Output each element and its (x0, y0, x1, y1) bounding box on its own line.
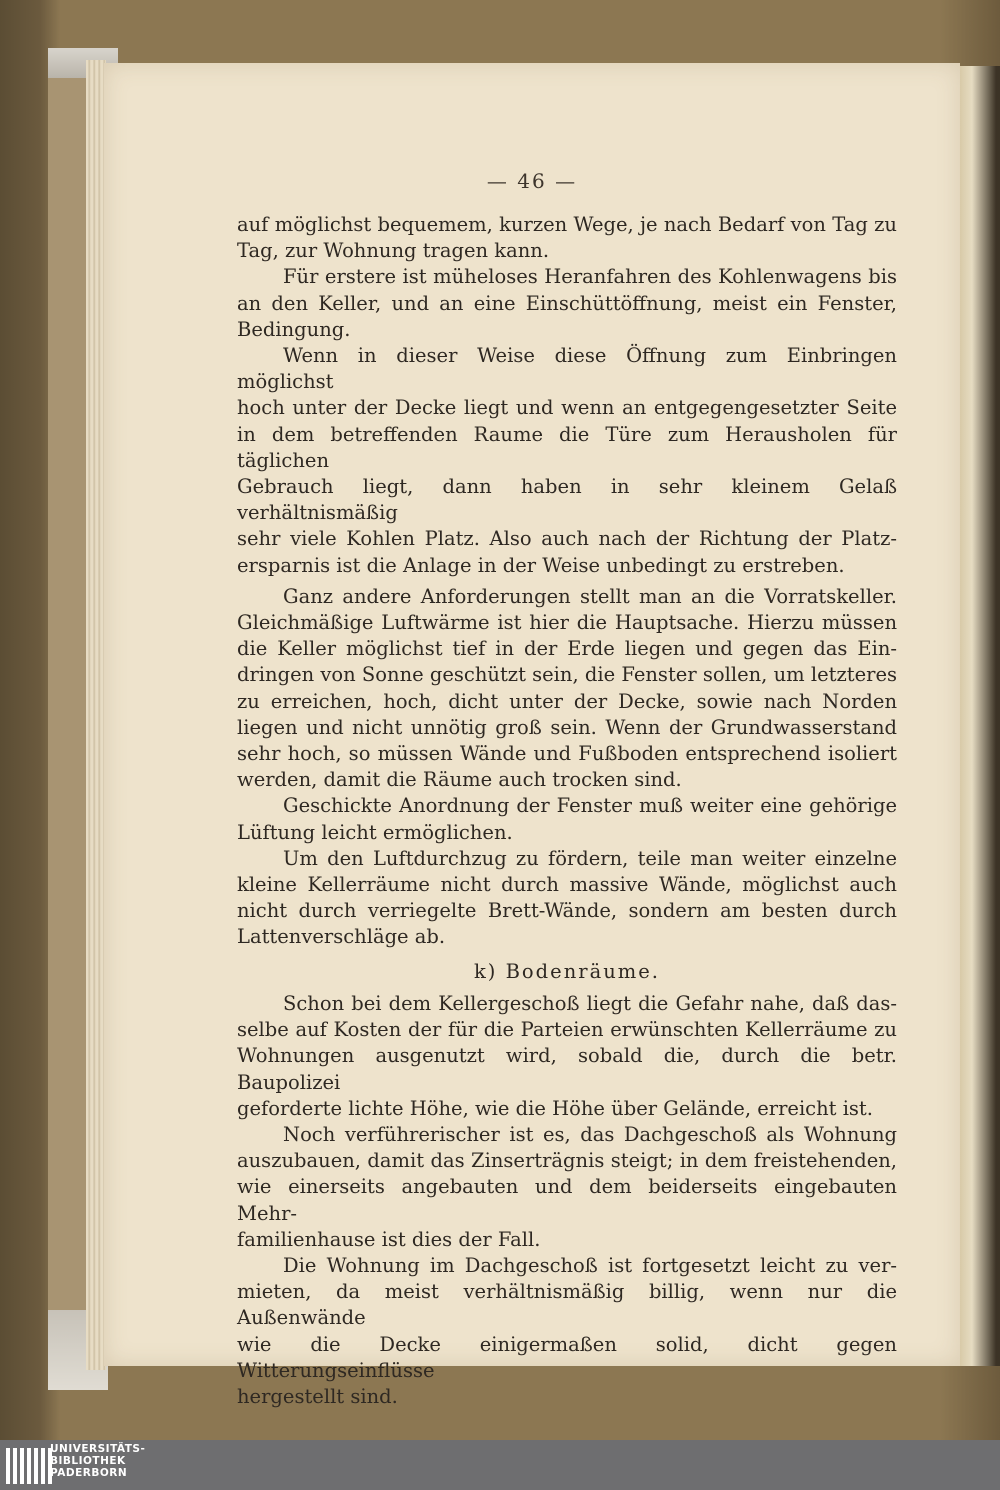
text-line: ersparnis ist die Anlage in der Weise unbedingt zu erstreben. (237, 553, 845, 577)
text-line: sehr viele Kohlen Platz. Also auch nach der Richtung der Platz- (237, 527, 897, 551)
paragraph (237, 264, 897, 343)
paragraph (237, 212, 897, 264)
text-line: kleine Kellerräume nicht durch massive Wände, möglichst auch (237, 873, 897, 897)
text-line: die Keller möglichst tief in der Erde liegen und gegen das Ein- (237, 637, 897, 661)
library-logo-text (50, 1443, 145, 1479)
paragraph (237, 343, 897, 579)
text-line: an den Keller, und an eine Einschüttöffnung, meist ein Fenster, (237, 291, 897, 315)
text-line: Noch verführerischer ist es, das Dachgeschoß als Wohnung (283, 1122, 897, 1146)
page-body-text (237, 212, 897, 1410)
text-line: Lüftung leicht ermöglichen. (237, 820, 513, 844)
text-line: selbe auf Kosten der für die Parteien erwünschten Kellerräume zu (237, 1018, 897, 1042)
library-footer-bar (0, 1440, 1000, 1490)
book-gutter-right (960, 66, 1000, 1366)
text-line: Wenn in dieser Weise diese Öffnung zum Einbringen möglichst (237, 344, 897, 394)
text-line: Lattenverschläge ab. (237, 925, 446, 949)
text-line: Gleichmäßige Luftwärme ist hier die Hauptsache. Hierzu müssen (237, 611, 897, 635)
text-line: liegen und nicht unnötig groß sein. Wenn der Grundwasserstand (237, 715, 897, 739)
paragraph (237, 793, 897, 845)
text-line: Die Wohnung im Dachgeschoß ist fortgesetzt leicht zu ver- (283, 1253, 897, 1277)
text-line: Für erstere ist müheloses Heranfahren des Kohlenwagens bis (283, 265, 897, 289)
logo-line-2: BIBLIOTHEK (50, 1455, 126, 1467)
paragraph (237, 1253, 897, 1410)
text-line: dringen von Sonne geschützt sein, die Fenster sollen, um letzteres (237, 663, 897, 687)
text-line: auszubauen, damit das Zinserträgnis steigt; in dem freistehenden, (237, 1149, 897, 1173)
text-line: mieten, da meist verhältnismäßig billig, wenn nur die Außenwände (237, 1280, 897, 1330)
text-line: werden, damit die Räume auch trocken sind. (237, 768, 682, 792)
text-line: in dem betreffenden Raume die Türe zum Herausholen für täglichen (237, 422, 897, 472)
text-line: sehr hoch, so müssen Wände und Fußboden entsprechend isoliert (237, 742, 897, 766)
page-stack-edges (86, 60, 106, 1370)
text-line: hergestellt sind. (237, 1384, 398, 1408)
text-line: Schon bei dem Kellergeschoß liegt die Gefahr nahe, daß das- (283, 991, 897, 1015)
text-line: hoch unter der Decke liegt und wenn an entgegengesetzter Seite (237, 396, 897, 420)
text-line: auf möglichst bequemem, kurzen Wege, je nach Bedarf von Tag zu (237, 213, 897, 236)
book-page (104, 63, 960, 1408)
paragraph (237, 1122, 897, 1253)
text-line: nicht durch verriegelte Brett-Wände, sondern am besten durch (237, 899, 897, 923)
paragraph (237, 846, 897, 951)
text-line: Gebrauch liegt, dann haben in sehr kleinem Gelaß verhältnismäßig (237, 475, 897, 525)
page-number: — 46 — (486, 169, 578, 193)
text-line: Ganz andere Anforderungen stellt man an die Vorratskeller. (283, 584, 897, 608)
text-line: familienhause ist dies der Fall. (237, 1227, 541, 1251)
section-heading: k) Bodenräume. (473, 959, 660, 983)
text-line: wie einerseits angebauten und dem beiderseits eingebauten Mehr- (237, 1175, 897, 1225)
paragraph (237, 584, 897, 794)
text-line: Geschickte Anordnung der Fenster muß weiter eine gehörige (283, 794, 897, 818)
text-line: Wohnungen ausgenutzt wird, sobald die, durch die betr. Baupolizei (237, 1044, 897, 1094)
logo-line-3: PADERBORN (50, 1467, 128, 1479)
text-line: Bedingung. (237, 317, 351, 341)
library-logo-icon (6, 1448, 52, 1484)
text-line: zu erreichen, hoch, dicht unter der Decke, sowie nach Norden (237, 689, 897, 713)
text-line: Tag, zur Wohnung tragen kann. (237, 239, 550, 263)
text-line: wie die Decke einigermaßen solid, dicht gegen Witterungseinflüsse (237, 1332, 897, 1382)
paragraph (237, 991, 897, 1122)
text-line: Um den Luftdurchzug zu fördern, teile man weiter einzelne (283, 846, 897, 870)
logo-line-1: UNIVERSITÄTS- (50, 1443, 146, 1455)
text-line: geforderte lichte Höhe, wie die Höhe über Gelände, erreicht ist. (237, 1096, 873, 1120)
